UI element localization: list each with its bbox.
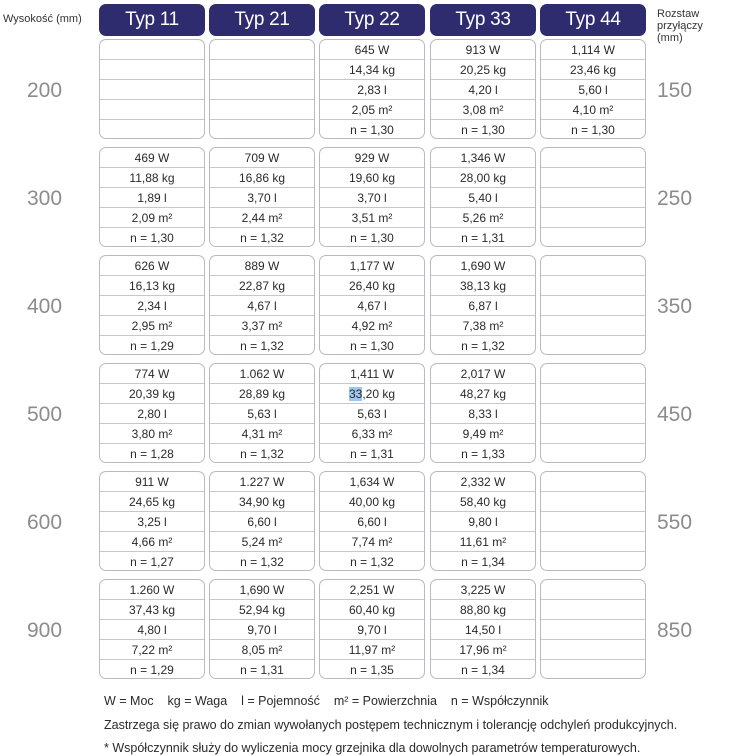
spacing-header-line1: Rozstaw przyłączy (657, 8, 703, 32)
spec-value: 23,46 kg (541, 60, 645, 80)
spec-value: 1,411 W (320, 364, 424, 384)
spec-value (100, 100, 204, 120)
spec-value: 88,80 kg (431, 600, 535, 620)
column-header-typ-33: Typ 33 (430, 4, 536, 36)
spec-value: 60,40 kg (320, 600, 424, 620)
spec-card (430, 579, 536, 679)
spec-value: 4,92 m² (320, 316, 424, 336)
spec-value: 58,40 kg (431, 492, 535, 512)
spec-value (541, 188, 645, 208)
spec-value: 2,251 W (320, 580, 424, 600)
spec-value: 2,332 W (431, 472, 535, 492)
spec-value: 4,66 m² (100, 532, 204, 552)
spec-card (99, 471, 205, 571)
spec-card (430, 255, 536, 355)
spacing-label: 350 (657, 295, 693, 318)
spec-card (540, 363, 646, 463)
spec-value: 1,690 W (210, 580, 314, 600)
height-label: 400 (27, 295, 63, 318)
spec-card (319, 579, 425, 679)
spec-value-rest: ,20 kg (362, 387, 396, 401)
spec-value: n = 1,30 (130, 231, 174, 245)
column-header-typ-44: Typ 44 (540, 4, 646, 36)
spec-value: 3,80 m² (100, 424, 204, 444)
spec-value: 16,86 kg (210, 168, 314, 188)
spec-card (540, 579, 646, 679)
spec-value: 6,60 l (210, 512, 314, 532)
spec-value: n = 1,30 (350, 123, 394, 137)
spec-value (100, 40, 204, 60)
spec-value: 5,40 l (431, 188, 535, 208)
spec-value (541, 492, 645, 512)
spec-value: n = 1,34 (461, 663, 505, 677)
spec-value (541, 208, 645, 228)
spacing-label: 450 (657, 403, 693, 426)
spec-card (99, 147, 205, 247)
spec-value: 5,24 m² (210, 532, 314, 552)
spec-value: 2,44 m² (210, 208, 314, 228)
spec-value: 4,80 l (100, 620, 204, 640)
spec-value (541, 444, 645, 463)
spec-value: n = 1,30 (461, 123, 505, 137)
spec-value: 1,177 W (320, 256, 424, 276)
spec-value: 469 W (100, 148, 204, 168)
spec-value: 1.227 W (210, 472, 314, 492)
spec-value: 19,60 kg (320, 168, 424, 188)
spec-value: 3,225 W (431, 580, 535, 600)
spec-value: n = 1,27 (130, 555, 174, 569)
spec-value: 5,60 l (541, 80, 645, 100)
spec-value (541, 336, 645, 355)
spec-value (541, 620, 645, 640)
spec-card (209, 255, 315, 355)
spec-value: 1,114 W (541, 40, 645, 60)
spec-value: 4,20 l (431, 80, 535, 100)
spec-value (541, 168, 645, 188)
spec-value (541, 364, 645, 384)
spec-card (430, 363, 536, 463)
spec-card (430, 39, 536, 139)
spec-value: 889 W (210, 256, 314, 276)
spec-value: 5,63 l (210, 404, 314, 424)
height-label: 900 (27, 619, 63, 642)
spec-value: 2,017 W (431, 364, 535, 384)
spec-value: 913 W (431, 40, 535, 60)
spec-value (541, 384, 645, 404)
spec-value: n = 1,30 (350, 339, 394, 353)
spec-value: 4,31 m² (210, 424, 314, 444)
spec-card (209, 147, 315, 247)
spec-value: 3,37 m² (210, 316, 314, 336)
spec-card (319, 147, 425, 247)
spec-value: n = 1,32 (240, 555, 284, 569)
spec-value: 11,61 m² (431, 532, 535, 552)
spec-value: 5,26 m² (431, 208, 535, 228)
spec-value: 911 W (100, 472, 204, 492)
spec-value: 17,96 m² (431, 640, 535, 660)
spec-value: 2,95 m² (100, 316, 204, 336)
spec-value (541, 424, 645, 444)
spacing-label: 150 (657, 79, 693, 102)
spec-value: n = 1,32 (240, 447, 284, 461)
spec-card (319, 39, 425, 139)
spec-value: 2,83 l (320, 80, 424, 100)
spec-value: 48,27 kg (431, 384, 535, 404)
spec-value: 7,22 m² (100, 640, 204, 660)
spec-value (100, 120, 204, 139)
legend-footnote: * Współczynnik służy do wyliczenia mocy grzejnika dla dowolnych parametrów temperaturowych. (104, 741, 641, 755)
spacing-label: 550 (657, 511, 693, 534)
column-header-typ-21: Typ 21 (209, 4, 315, 36)
spec-value (210, 80, 314, 100)
spec-value (100, 60, 204, 80)
spec-card (99, 255, 205, 355)
spec-value: 3,51 m² (320, 208, 424, 228)
spec-card (209, 579, 315, 679)
spacing-header (657, 8, 744, 44)
spec-value: n = 1,32 (240, 231, 284, 245)
spec-value: 8,05 m² (210, 640, 314, 660)
spec-value: 3,70 l (320, 188, 424, 208)
spec-value (541, 276, 645, 296)
spec-value: 37,43 kg (100, 600, 204, 620)
spec-card (99, 363, 205, 463)
spec-value: 34,90 kg (210, 492, 314, 512)
spec-value: 6,60 l (320, 512, 424, 532)
spec-value (541, 228, 645, 247)
height-label: 200 (27, 79, 63, 102)
spec-value: n = 1,29 (130, 339, 174, 353)
spec-value: 6,87 l (431, 296, 535, 316)
legend-units: W = Moc kg = Waga l = Pojemność m² = Powierzchnia n = Współczynnik (104, 694, 549, 708)
spec-value: n = 1,32 (461, 339, 505, 353)
spec-value (100, 80, 204, 100)
spec-value: 626 W (100, 256, 204, 276)
spec-value: 7,38 m² (431, 316, 535, 336)
spec-value: n = 1,31 (350, 447, 394, 461)
spec-value: n = 1,30 (350, 231, 394, 245)
spec-value: 1,634 W (320, 472, 424, 492)
spec-value: 4,67 l (320, 296, 424, 316)
height-label: 500 (27, 403, 63, 426)
height-label: 300 (27, 187, 63, 210)
spec-value: 1,346 W (431, 148, 535, 168)
spec-card (319, 255, 425, 355)
spec-value (541, 148, 645, 168)
spec-value: 22,87 kg (210, 276, 314, 296)
spec-value: 9,70 l (320, 620, 424, 640)
spec-value: 645 W (320, 40, 424, 60)
spec-value (541, 316, 645, 336)
spec-value: 40,00 kg (320, 492, 424, 512)
spec-value: n = 1,28 (130, 447, 174, 461)
spec-value: n = 1,31 (240, 663, 284, 677)
height-label: 600 (27, 511, 63, 534)
spec-card (209, 471, 315, 571)
spec-value: 2,09 m² (100, 208, 204, 228)
spec-value: 709 W (210, 148, 314, 168)
spec-value: 929 W (320, 148, 424, 168)
spec-value: n = 1,32 (240, 339, 284, 353)
spec-card (209, 363, 315, 463)
spec-value (541, 640, 645, 660)
spec-card (430, 147, 536, 247)
spec-value (541, 532, 645, 552)
spec-value (541, 256, 645, 276)
spec-value: 3,25 l (100, 512, 204, 532)
spec-value: 26,40 kg (320, 276, 424, 296)
spec-value (541, 296, 645, 316)
spec-value (541, 660, 645, 679)
spec-value: n = 1,34 (461, 555, 505, 569)
spec-value (541, 404, 645, 424)
spec-card (540, 471, 646, 571)
spec-value: 4,67 l (210, 296, 314, 316)
spec-value: 38,13 kg (431, 276, 535, 296)
spec-value: n = 1,33 (461, 447, 505, 461)
spec-value (541, 580, 645, 600)
spec-value (541, 512, 645, 532)
spec-value (210, 40, 314, 60)
spec-value (210, 120, 314, 139)
spec-value: 9,49 m² (431, 424, 535, 444)
column-header-typ-22: Typ 22 (319, 4, 425, 36)
spec-value (541, 472, 645, 492)
spec-value: 3,08 m² (431, 100, 535, 120)
spec-value: 774 W (100, 364, 204, 384)
spacing-label: 250 (657, 187, 693, 210)
spec-value: n = 1,35 (350, 663, 394, 677)
spec-value: 1,89 l (100, 188, 204, 208)
spec-value: 1.062 W (210, 364, 314, 384)
spec-value: 20,25 kg (431, 60, 535, 80)
spec-value: n = 1,29 (130, 663, 174, 677)
height-header: Wysokość (mm) (3, 13, 82, 25)
spec-value: 7,74 m² (320, 532, 424, 552)
spec-value: 28,89 kg (210, 384, 314, 404)
spec-card (319, 363, 425, 463)
spec-card (209, 39, 315, 139)
spec-value: 11,97 m² (320, 640, 424, 660)
spec-value: 4,10 m² (541, 100, 645, 120)
spec-value (320, 384, 424, 404)
spec-value (541, 600, 645, 620)
spec-value: 28,00 kg (431, 168, 535, 188)
spec-value: 5,63 l (320, 404, 424, 424)
spec-value: n = 1,32 (350, 555, 394, 569)
spec-value: 24,65 kg (100, 492, 204, 512)
column-header-typ-11: Typ 11 (99, 4, 205, 36)
spec-value: 2,05 m² (320, 100, 424, 120)
spec-value: 52,94 kg (210, 600, 314, 620)
spec-card (540, 147, 646, 247)
spec-card (99, 39, 205, 139)
spec-value: 3,70 l (210, 188, 314, 208)
spec-value: 8,33 l (431, 404, 535, 424)
spec-value: 2,34 l (100, 296, 204, 316)
spec-value: 9,80 l (431, 512, 535, 532)
spec-card (540, 255, 646, 355)
spec-card (99, 579, 205, 679)
spacing-label: 850 (657, 619, 693, 642)
spec-value: n = 1,31 (461, 231, 505, 245)
spec-value: 1,690 W (431, 256, 535, 276)
spec-value: 14,34 kg (320, 60, 424, 80)
spec-value (210, 100, 314, 120)
spec-value: 2,80 l (100, 404, 204, 424)
spec-value: 1.260 W (100, 580, 204, 600)
legend-disclaimer: Zastrzega się prawo do zmian wywołanych postępem technicznym i tolerancję odchyleń produkcyjnych. (104, 718, 678, 732)
spacing-header-line2: (mm) (657, 32, 683, 44)
spec-card (430, 471, 536, 571)
spec-value: 20,39 kg (100, 384, 204, 404)
spec-value: 16,13 kg (100, 276, 204, 296)
text-selection[interactable]: 33 (348, 387, 363, 401)
spec-value: 6,33 m² (320, 424, 424, 444)
spec-value: n = 1,30 (571, 123, 615, 137)
spec-card (540, 39, 646, 139)
spec-value: 11,88 kg (100, 168, 204, 188)
spec-card (319, 471, 425, 571)
spec-value (541, 552, 645, 571)
spec-value (210, 60, 314, 80)
spec-value: 9,70 l (210, 620, 314, 640)
spec-value: 14,50 l (431, 620, 535, 640)
